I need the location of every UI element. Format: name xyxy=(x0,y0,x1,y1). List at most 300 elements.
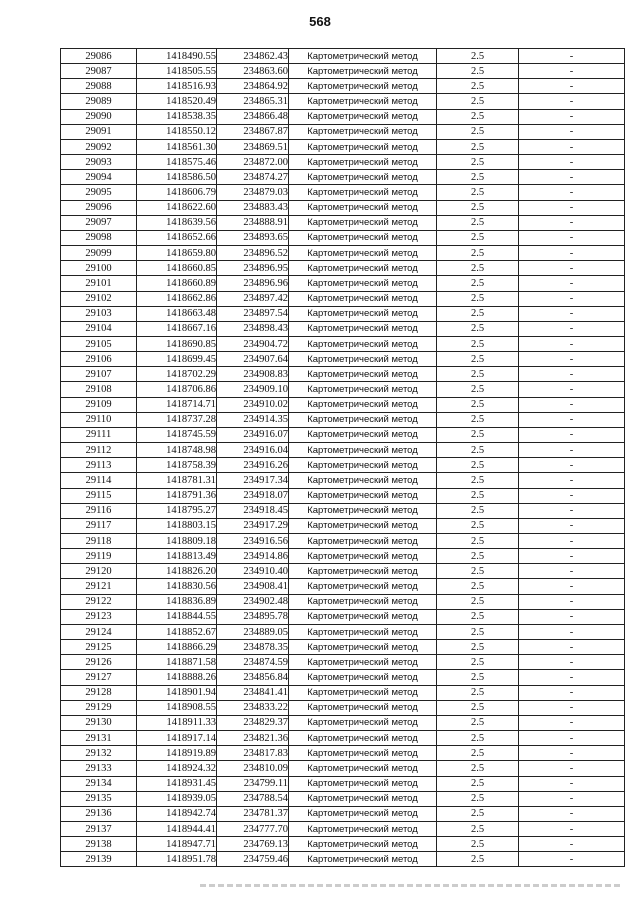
x-coordinate-cell: 1418606.79 xyxy=(137,185,217,200)
method-cell: Картометрический метод xyxy=(289,549,437,564)
table-row xyxy=(61,746,625,761)
table-row xyxy=(61,352,625,367)
note-cell: - xyxy=(519,624,625,639)
x-coordinate-cell: 1418660.89 xyxy=(137,276,217,291)
method-cell: Картометрический метод xyxy=(289,564,437,579)
note-cell: - xyxy=(519,291,625,306)
accuracy-cell: 2.5 xyxy=(437,352,519,367)
accuracy-cell: 2.5 xyxy=(437,549,519,564)
method-cell: Картометрический метод xyxy=(289,94,437,109)
accuracy-cell: 2.5 xyxy=(437,261,519,276)
y-coordinate-cell: 234841.41 xyxy=(217,685,289,700)
table-row xyxy=(61,715,625,730)
accuracy-cell: 2.5 xyxy=(437,564,519,579)
method-cell: Картометрический метод xyxy=(289,109,437,124)
point-number-cell: 29111 xyxy=(61,427,137,442)
x-coordinate-cell: 1418561.30 xyxy=(137,139,217,154)
method-cell: Картометрический метод xyxy=(289,731,437,746)
y-coordinate-cell: 234893.65 xyxy=(217,230,289,245)
y-coordinate-cell: 234902.48 xyxy=(217,594,289,609)
table-row xyxy=(61,443,625,458)
x-coordinate-cell: 1418639.56 xyxy=(137,215,217,230)
note-cell: - xyxy=(519,306,625,321)
accuracy-cell: 2.5 xyxy=(437,609,519,624)
point-number-cell: 29105 xyxy=(61,336,137,351)
y-coordinate-cell: 234817.83 xyxy=(217,746,289,761)
note-cell: - xyxy=(519,276,625,291)
x-coordinate-cell: 1418714.71 xyxy=(137,397,217,412)
method-cell: Картометрический метод xyxy=(289,791,437,806)
point-number-cell: 29089 xyxy=(61,94,137,109)
note-cell: - xyxy=(519,367,625,382)
y-coordinate-cell: 234896.52 xyxy=(217,246,289,261)
y-coordinate-cell: 234918.07 xyxy=(217,488,289,503)
point-number-cell: 29132 xyxy=(61,746,137,761)
table-row xyxy=(61,806,625,821)
y-coordinate-cell: 234897.42 xyxy=(217,291,289,306)
method-cell: Картометрический метод xyxy=(289,124,437,139)
table-row xyxy=(61,518,625,533)
y-coordinate-cell: 234916.56 xyxy=(217,534,289,549)
x-coordinate-cell: 1418919.89 xyxy=(137,746,217,761)
x-coordinate-cell: 1418871.58 xyxy=(137,655,217,670)
point-number-cell: 29087 xyxy=(61,64,137,79)
accuracy-cell: 2.5 xyxy=(437,655,519,670)
y-coordinate-cell: 234908.83 xyxy=(217,367,289,382)
point-number-cell: 29090 xyxy=(61,109,137,124)
accuracy-cell: 2.5 xyxy=(437,624,519,639)
x-coordinate-cell: 1418690.85 xyxy=(137,336,217,351)
note-cell: - xyxy=(519,261,625,276)
y-coordinate-cell: 234896.95 xyxy=(217,261,289,276)
x-coordinate-cell: 1418781.31 xyxy=(137,473,217,488)
note-cell: - xyxy=(519,473,625,488)
note-cell: - xyxy=(519,579,625,594)
point-number-cell: 29099 xyxy=(61,246,137,261)
y-coordinate-cell: 234916.26 xyxy=(217,458,289,473)
accuracy-cell: 2.5 xyxy=(437,367,519,382)
y-coordinate-cell: 234874.59 xyxy=(217,655,289,670)
note-cell: - xyxy=(519,155,625,170)
note-cell: - xyxy=(519,427,625,442)
note-cell: - xyxy=(519,791,625,806)
accuracy-cell: 2.5 xyxy=(437,124,519,139)
accuracy-cell: 2.5 xyxy=(437,594,519,609)
y-coordinate-cell: 234914.35 xyxy=(217,412,289,427)
point-number-cell: 29115 xyxy=(61,488,137,503)
y-coordinate-cell: 234909.10 xyxy=(217,382,289,397)
method-cell: Картометрический метод xyxy=(289,336,437,351)
method-cell: Картометрический метод xyxy=(289,64,437,79)
table-row xyxy=(61,791,625,806)
accuracy-cell: 2.5 xyxy=(437,685,519,700)
table-row xyxy=(61,488,625,503)
point-number-cell: 29136 xyxy=(61,806,137,821)
accuracy-cell: 2.5 xyxy=(437,291,519,306)
point-number-cell: 29138 xyxy=(61,837,137,852)
x-coordinate-cell: 1418538.35 xyxy=(137,109,217,124)
method-cell: Картометрический метод xyxy=(289,49,437,64)
method-cell: Картометрический метод xyxy=(289,609,437,624)
point-number-cell: 29100 xyxy=(61,261,137,276)
accuracy-cell: 2.5 xyxy=(437,336,519,351)
point-number-cell: 29091 xyxy=(61,124,137,139)
note-cell: - xyxy=(519,109,625,124)
point-number-cell: 29102 xyxy=(61,291,137,306)
table-row xyxy=(61,94,625,109)
point-number-cell: 29130 xyxy=(61,715,137,730)
accuracy-cell: 2.5 xyxy=(437,170,519,185)
method-cell: Картометрический метод xyxy=(289,79,437,94)
point-number-cell: 29113 xyxy=(61,458,137,473)
x-coordinate-cell: 1418844.55 xyxy=(137,609,217,624)
method-cell: Картометрический метод xyxy=(289,397,437,412)
y-coordinate-cell: 234810.09 xyxy=(217,761,289,776)
table-row xyxy=(61,397,625,412)
y-coordinate-cell: 234866.48 xyxy=(217,109,289,124)
table-row xyxy=(61,109,625,124)
y-coordinate-cell: 234872.00 xyxy=(217,155,289,170)
note-cell: - xyxy=(519,94,625,109)
table-row xyxy=(61,230,625,245)
accuracy-cell: 2.5 xyxy=(437,79,519,94)
point-number-cell: 29108 xyxy=(61,382,137,397)
table-row xyxy=(61,594,625,609)
x-coordinate-cell: 1418813.49 xyxy=(137,549,217,564)
point-number-cell: 29114 xyxy=(61,473,137,488)
table-row xyxy=(61,640,625,655)
table-row xyxy=(61,276,625,291)
note-cell: - xyxy=(519,64,625,79)
y-coordinate-cell: 234759.46 xyxy=(217,852,289,867)
x-coordinate-cell: 1418939.05 xyxy=(137,791,217,806)
accuracy-cell: 2.5 xyxy=(437,488,519,503)
accuracy-cell: 2.5 xyxy=(437,473,519,488)
point-number-cell: 29128 xyxy=(61,685,137,700)
accuracy-cell: 2.5 xyxy=(437,397,519,412)
method-cell: Картометрический метод xyxy=(289,246,437,261)
x-coordinate-cell: 1418911.33 xyxy=(137,715,217,730)
x-coordinate-cell: 1418917.14 xyxy=(137,731,217,746)
x-coordinate-cell: 1418706.86 xyxy=(137,382,217,397)
x-coordinate-cell: 1418908.55 xyxy=(137,700,217,715)
y-coordinate-cell: 234799.11 xyxy=(217,776,289,791)
note-cell: - xyxy=(519,382,625,397)
table-row xyxy=(61,837,625,852)
note-cell: - xyxy=(519,564,625,579)
note-cell: - xyxy=(519,412,625,427)
method-cell: Картометрический метод xyxy=(289,200,437,215)
table-row xyxy=(61,382,625,397)
method-cell: Картометрический метод xyxy=(289,776,437,791)
point-number-cell: 29098 xyxy=(61,230,137,245)
point-number-cell: 29124 xyxy=(61,624,137,639)
point-number-cell: 29117 xyxy=(61,518,137,533)
accuracy-cell: 2.5 xyxy=(437,64,519,79)
accuracy-cell: 2.5 xyxy=(437,276,519,291)
y-coordinate-cell: 234898.43 xyxy=(217,321,289,336)
note-cell: - xyxy=(519,806,625,821)
y-coordinate-cell: 234821.36 xyxy=(217,731,289,746)
accuracy-cell: 2.5 xyxy=(437,731,519,746)
y-coordinate-cell: 234916.07 xyxy=(217,427,289,442)
x-coordinate-cell: 1418699.45 xyxy=(137,352,217,367)
accuracy-cell: 2.5 xyxy=(437,215,519,230)
x-coordinate-cell: 1418652.66 xyxy=(137,230,217,245)
table-row xyxy=(61,731,625,746)
x-coordinate-cell: 1418667.16 xyxy=(137,321,217,336)
point-number-cell: 29096 xyxy=(61,200,137,215)
method-cell: Картометрический метод xyxy=(289,170,437,185)
point-number-cell: 29118 xyxy=(61,534,137,549)
page-number: 568 xyxy=(309,14,331,29)
x-coordinate-cell: 1418924.32 xyxy=(137,761,217,776)
accuracy-cell: 2.5 xyxy=(437,458,519,473)
method-cell: Картометрический метод xyxy=(289,185,437,200)
x-coordinate-cell: 1418888.26 xyxy=(137,670,217,685)
y-coordinate-cell: 234863.60 xyxy=(217,64,289,79)
x-coordinate-cell: 1418901.94 xyxy=(137,685,217,700)
point-number-cell: 29135 xyxy=(61,791,137,806)
accuracy-cell: 2.5 xyxy=(437,306,519,321)
table-row xyxy=(61,291,625,306)
note-cell: - xyxy=(519,761,625,776)
y-coordinate-cell: 234888.91 xyxy=(217,215,289,230)
y-coordinate-cell: 234917.34 xyxy=(217,473,289,488)
y-coordinate-cell: 234829.37 xyxy=(217,715,289,730)
point-number-cell: 29131 xyxy=(61,731,137,746)
table-row xyxy=(61,79,625,94)
note-cell: - xyxy=(519,518,625,533)
note-cell: - xyxy=(519,746,625,761)
x-coordinate-cell: 1418505.55 xyxy=(137,64,217,79)
point-number-cell: 29125 xyxy=(61,640,137,655)
accuracy-cell: 2.5 xyxy=(437,427,519,442)
y-coordinate-cell: 234896.96 xyxy=(217,276,289,291)
note-cell: - xyxy=(519,246,625,261)
point-number-cell: 29094 xyxy=(61,170,137,185)
accuracy-cell: 2.5 xyxy=(437,94,519,109)
method-cell: Картометрический метод xyxy=(289,230,437,245)
point-number-cell: 29101 xyxy=(61,276,137,291)
y-coordinate-cell: 234917.29 xyxy=(217,518,289,533)
table-row xyxy=(61,49,625,64)
x-coordinate-cell: 1418931.45 xyxy=(137,776,217,791)
point-number-cell: 29120 xyxy=(61,564,137,579)
note-cell: - xyxy=(519,230,625,245)
point-number-cell: 29134 xyxy=(61,776,137,791)
note-cell: - xyxy=(519,49,625,64)
table-row xyxy=(61,624,625,639)
accuracy-cell: 2.5 xyxy=(437,155,519,170)
coordinates-table xyxy=(60,48,625,867)
method-cell: Картометрический метод xyxy=(289,321,437,336)
point-number-cell: 29103 xyxy=(61,306,137,321)
x-coordinate-cell: 1418659.80 xyxy=(137,246,217,261)
method-cell: Картометрический метод xyxy=(289,852,437,867)
accuracy-cell: 2.5 xyxy=(437,579,519,594)
method-cell: Картометрический метод xyxy=(289,685,437,700)
note-cell: - xyxy=(519,200,625,215)
note-cell: - xyxy=(519,321,625,336)
method-cell: Картометрический метод xyxy=(289,624,437,639)
x-coordinate-cell: 1418520.49 xyxy=(137,94,217,109)
accuracy-cell: 2.5 xyxy=(437,715,519,730)
accuracy-cell: 2.5 xyxy=(437,791,519,806)
y-coordinate-cell: 234867.87 xyxy=(217,124,289,139)
accuracy-cell: 2.5 xyxy=(437,670,519,685)
y-coordinate-cell: 234918.45 xyxy=(217,503,289,518)
method-cell: Картометрический метод xyxy=(289,503,437,518)
accuracy-cell: 2.5 xyxy=(437,821,519,836)
accuracy-cell: 2.5 xyxy=(437,443,519,458)
x-coordinate-cell: 1418490.55 xyxy=(137,49,217,64)
y-coordinate-cell: 234874.27 xyxy=(217,170,289,185)
x-coordinate-cell: 1418586.50 xyxy=(137,170,217,185)
y-coordinate-cell: 234833.22 xyxy=(217,700,289,715)
method-cell: Картометрический метод xyxy=(289,837,437,852)
method-cell: Картометрический метод xyxy=(289,382,437,397)
y-coordinate-cell: 234862.43 xyxy=(217,49,289,64)
method-cell: Картометрический метод xyxy=(289,655,437,670)
note-cell: - xyxy=(519,776,625,791)
note-cell: - xyxy=(519,352,625,367)
y-coordinate-cell: 234889.05 xyxy=(217,624,289,639)
method-cell: Картометрический метод xyxy=(289,579,437,594)
note-cell: - xyxy=(519,79,625,94)
point-number-cell: 29123 xyxy=(61,609,137,624)
note-cell: - xyxy=(519,640,625,655)
point-number-cell: 29106 xyxy=(61,352,137,367)
note-cell: - xyxy=(519,837,625,852)
table-row xyxy=(61,655,625,670)
x-coordinate-cell: 1418737.28 xyxy=(137,412,217,427)
x-coordinate-cell: 1418795.27 xyxy=(137,503,217,518)
accuracy-cell: 2.5 xyxy=(437,518,519,533)
method-cell: Картометрический метод xyxy=(289,276,437,291)
x-coordinate-cell: 1418951.78 xyxy=(137,852,217,867)
accuracy-cell: 2.5 xyxy=(437,503,519,518)
table-row xyxy=(61,261,625,276)
point-number-cell: 29119 xyxy=(61,549,137,564)
point-number-cell: 29129 xyxy=(61,700,137,715)
accuracy-cell: 2.5 xyxy=(437,230,519,245)
x-coordinate-cell: 1418575.46 xyxy=(137,155,217,170)
point-number-cell: 29112 xyxy=(61,443,137,458)
table-row xyxy=(61,549,625,564)
y-coordinate-cell: 234878.35 xyxy=(217,640,289,655)
table-row xyxy=(61,761,625,776)
table-row xyxy=(61,170,625,185)
x-coordinate-cell: 1418866.29 xyxy=(137,640,217,655)
y-coordinate-cell: 234914.86 xyxy=(217,549,289,564)
accuracy-cell: 2.5 xyxy=(437,185,519,200)
accuracy-cell: 2.5 xyxy=(437,806,519,821)
y-coordinate-cell: 234781.37 xyxy=(217,806,289,821)
point-number-cell: 29139 xyxy=(61,852,137,867)
y-coordinate-cell: 234910.40 xyxy=(217,564,289,579)
note-cell: - xyxy=(519,397,625,412)
y-coordinate-cell: 234856.84 xyxy=(217,670,289,685)
table-row xyxy=(61,215,625,230)
method-cell: Картометрический метод xyxy=(289,139,437,154)
accuracy-cell: 2.5 xyxy=(437,700,519,715)
y-coordinate-cell: 234904.72 xyxy=(217,336,289,351)
method-cell: Картометрический метод xyxy=(289,352,437,367)
x-coordinate-cell: 1418944.41 xyxy=(137,821,217,836)
method-cell: Картометрический метод xyxy=(289,473,437,488)
x-coordinate-cell: 1418622.60 xyxy=(137,200,217,215)
x-coordinate-cell: 1418826.20 xyxy=(137,564,217,579)
x-coordinate-cell: 1418803.15 xyxy=(137,518,217,533)
accuracy-cell: 2.5 xyxy=(437,382,519,397)
table-row xyxy=(61,321,625,336)
accuracy-cell: 2.5 xyxy=(437,776,519,791)
note-cell: - xyxy=(519,852,625,867)
table-row xyxy=(61,670,625,685)
table-row xyxy=(61,579,625,594)
table-row xyxy=(61,534,625,549)
x-coordinate-cell: 1418663.48 xyxy=(137,306,217,321)
table-row xyxy=(61,852,625,867)
x-coordinate-cell: 1418516.93 xyxy=(137,79,217,94)
method-cell: Картометрический метод xyxy=(289,261,437,276)
accuracy-cell: 2.5 xyxy=(437,746,519,761)
point-number-cell: 29127 xyxy=(61,670,137,685)
method-cell: Картометрический метод xyxy=(289,215,437,230)
y-coordinate-cell: 234879.03 xyxy=(217,185,289,200)
table-row xyxy=(61,336,625,351)
table-row xyxy=(61,124,625,139)
method-cell: Картометрический метод xyxy=(289,488,437,503)
x-coordinate-cell: 1418745.59 xyxy=(137,427,217,442)
table-row xyxy=(61,700,625,715)
note-cell: - xyxy=(519,488,625,503)
y-coordinate-cell: 234865.31 xyxy=(217,94,289,109)
x-coordinate-cell: 1418660.85 xyxy=(137,261,217,276)
note-cell: - xyxy=(519,336,625,351)
method-cell: Картометрический метод xyxy=(289,427,437,442)
y-coordinate-cell: 234916.04 xyxy=(217,443,289,458)
note-cell: - xyxy=(519,821,625,836)
x-coordinate-cell: 1418702.29 xyxy=(137,367,217,382)
x-coordinate-cell: 1418758.39 xyxy=(137,458,217,473)
point-number-cell: 29116 xyxy=(61,503,137,518)
method-cell: Картометрический метод xyxy=(289,806,437,821)
x-coordinate-cell: 1418942.74 xyxy=(137,806,217,821)
y-coordinate-cell: 234910.02 xyxy=(217,397,289,412)
x-coordinate-cell: 1418836.89 xyxy=(137,594,217,609)
x-coordinate-cell: 1418830.56 xyxy=(137,579,217,594)
table-row xyxy=(61,685,625,700)
note-cell: - xyxy=(519,139,625,154)
method-cell: Картометрический метод xyxy=(289,640,437,655)
note-cell: - xyxy=(519,715,625,730)
method-cell: Картометрический метод xyxy=(289,594,437,609)
table-row xyxy=(61,367,625,382)
method-cell: Картометрический метод xyxy=(289,821,437,836)
note-cell: - xyxy=(519,549,625,564)
point-number-cell: 29137 xyxy=(61,821,137,836)
table-row xyxy=(61,246,625,261)
x-coordinate-cell: 1418947.71 xyxy=(137,837,217,852)
note-cell: - xyxy=(519,655,625,670)
point-number-cell: 29110 xyxy=(61,412,137,427)
y-coordinate-cell: 234883.43 xyxy=(217,200,289,215)
method-cell: Картометрический метод xyxy=(289,367,437,382)
note-cell: - xyxy=(519,594,625,609)
table-row xyxy=(61,412,625,427)
